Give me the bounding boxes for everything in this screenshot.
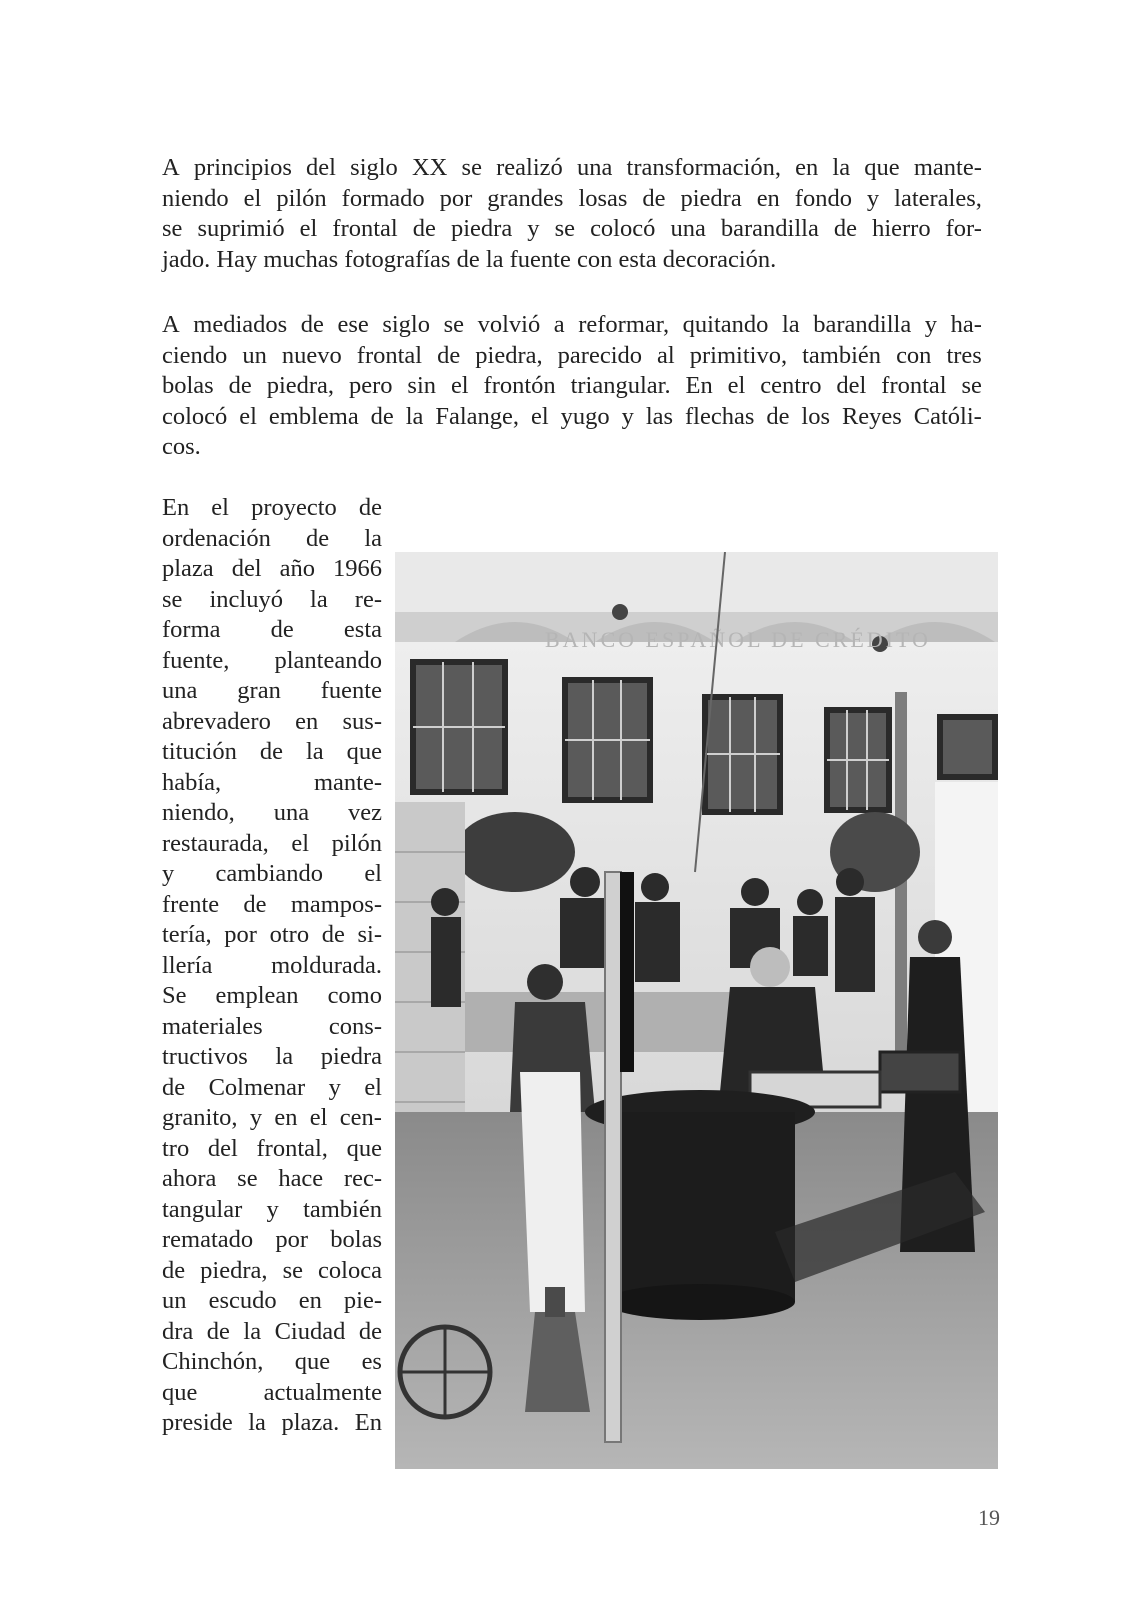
text-line: llería moldurada. [162, 951, 382, 979]
text-line: fuente, planteando [162, 646, 382, 674]
text-line: plaza del año 1966 [162, 555, 382, 582]
text-line: colocó el emblema de la Falange, el yugo y las flechas de los Reyes Católi- [162, 402, 982, 430]
text-line: se incluyó la re- [162, 585, 382, 613]
text-line: A mediados de ese siglo se volvió a reformar, quitando la barandilla y ha- [162, 311, 982, 338]
text-line: una gran fuente [162, 677, 382, 704]
paragraph-3-column [162, 493, 382, 1439]
text-line: dra de la Ciudad de [162, 1317, 382, 1345]
text-line: un escudo en pie- [162, 1287, 382, 1314]
text-line: titución de la que [162, 738, 382, 765]
text-line: tructivos la piedra [162, 1043, 382, 1070]
text-line: jado. Hay muchas fotografías de la fuente con esta decoración. [162, 245, 777, 273]
text-line: niendo el pilón formado por grandes losas de piedra en fondo y laterales, [162, 184, 982, 212]
text-line: restaurada, el pilón [162, 829, 382, 857]
text-line: abrevadero en sus- [162, 707, 382, 735]
text-line: tro del frontal, que [162, 1134, 382, 1162]
text-line: En el proyecto de [162, 494, 382, 521]
bank-sign-text: BANCO ESPAÑOL DE CRÉDITO [545, 627, 931, 652]
text-line: de piedra, se coloca [162, 1256, 382, 1284]
text-line: niendo, una vez [162, 799, 382, 826]
text-line: que actualmente [162, 1378, 382, 1406]
text-line: granito, y en el cen- [162, 1104, 382, 1131]
paragraph-1 [162, 153, 982, 275]
text-line: rematado por bolas [162, 1226, 382, 1253]
text-line: ordenación de la [162, 524, 382, 552]
text-line: Se emplean como [162, 982, 382, 1009]
paragraph-2 [162, 310, 982, 463]
text-line: Chinchón, que es [162, 1348, 382, 1375]
page-number: 19 [978, 1505, 1000, 1530]
text-line: ahora se hace rec- [162, 1165, 382, 1192]
text-line: forma de esta [162, 616, 382, 643]
text-line: frente de mampos- [162, 890, 382, 918]
text-line: había, mante- [162, 768, 382, 796]
text-line: materiales cons- [162, 1012, 382, 1040]
text-line: cos. [162, 433, 201, 460]
historic-photograph [395, 552, 998, 1469]
text-line: tangular y también [162, 1195, 382, 1223]
text-line: A principios del siglo XX se realizó una transformación, en la que mante- [162, 154, 982, 181]
text-line: ciendo un nuevo frontal de piedra, parecido al primitivo, también con tres [162, 341, 982, 369]
text-line: se suprimió el frontal de piedra y se colocó una barandilla de hierro for- [162, 215, 982, 242]
text-line: bolas de piedra, pero sin el frontón triangular. En el centro del frontal se [162, 372, 982, 399]
text-line: tería, por otro de si- [162, 921, 382, 948]
text-line: y cambiando el [162, 860, 382, 887]
text-line: de Colmenar y el [162, 1073, 382, 1101]
text-line: preside la plaza. En [162, 1409, 382, 1436]
